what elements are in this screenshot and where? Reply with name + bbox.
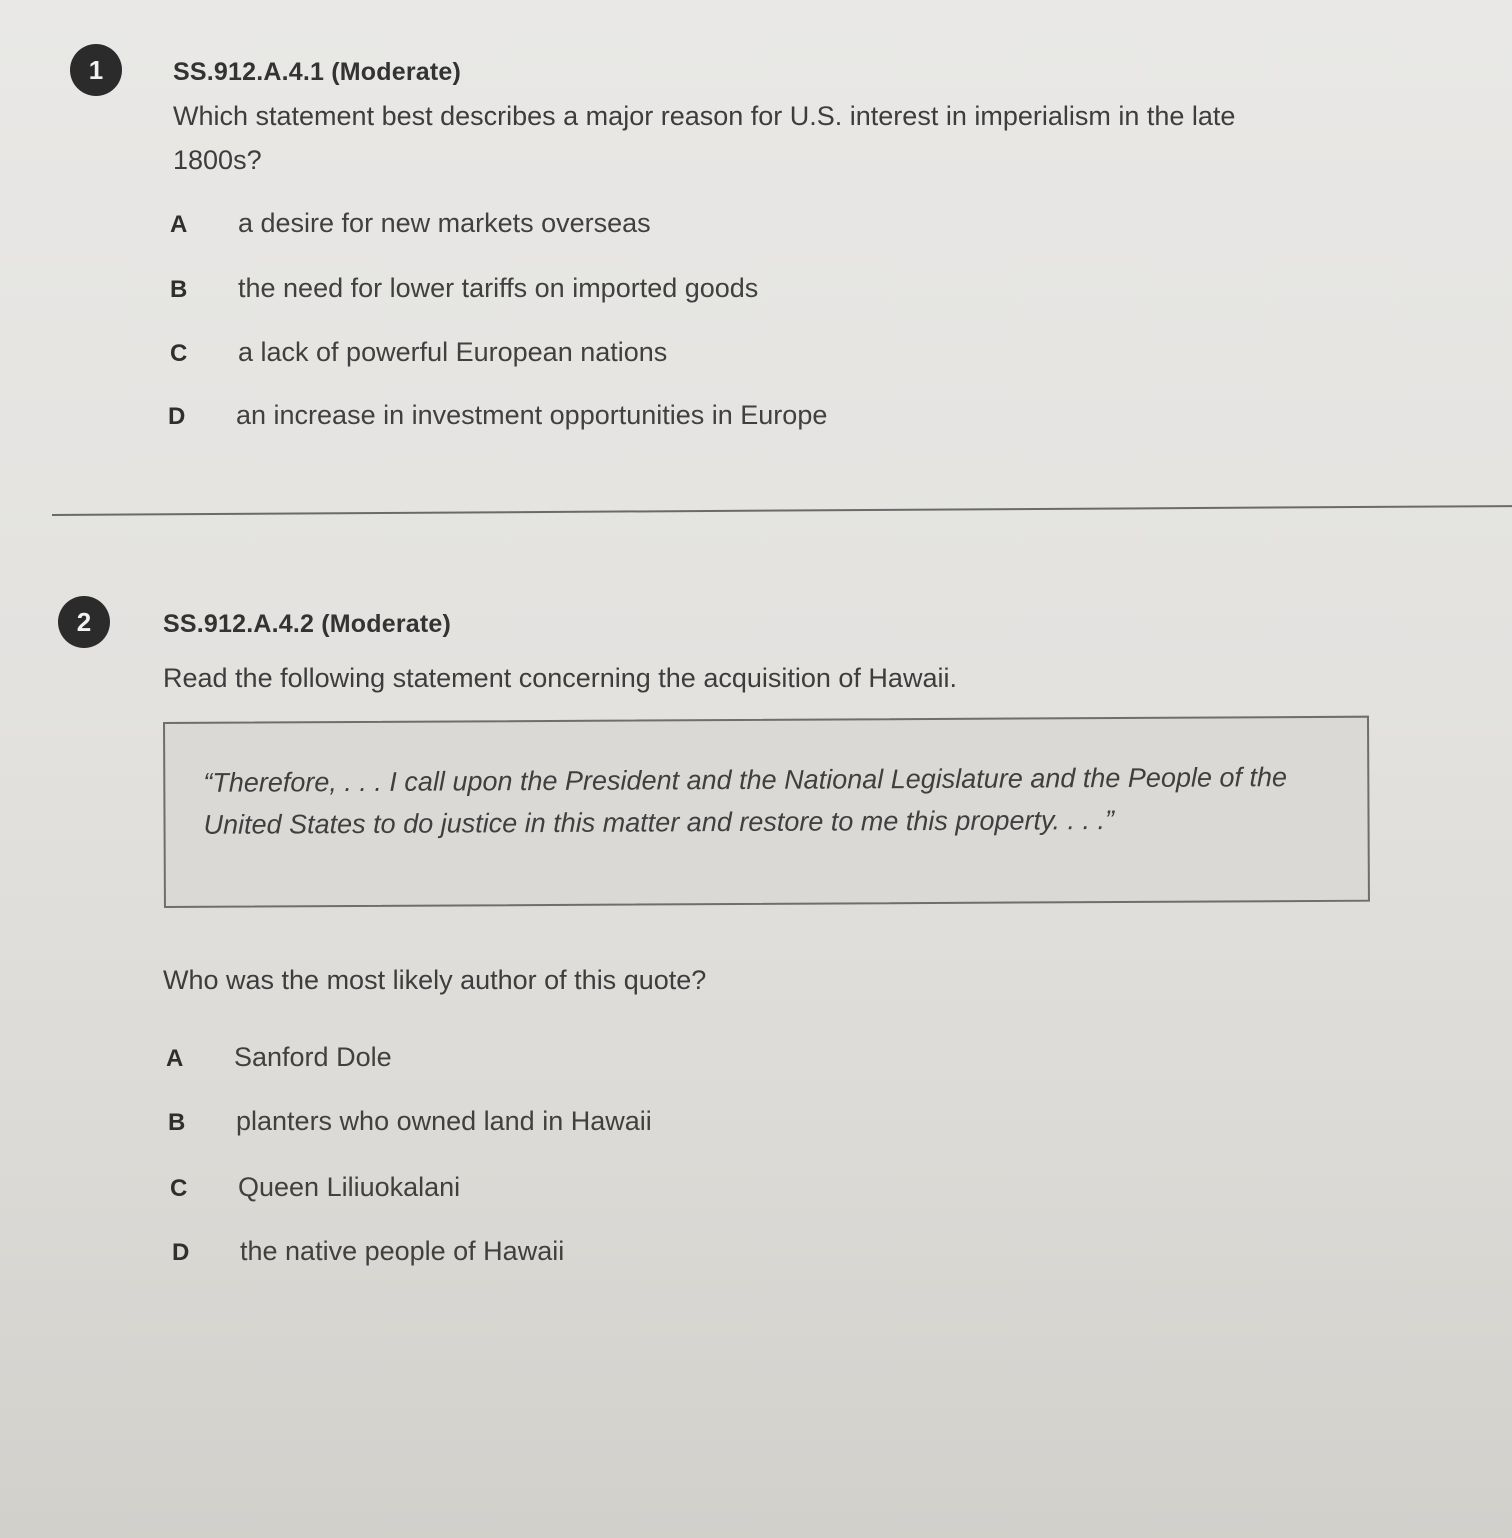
choice-text: a lack of powerful European nations: [238, 337, 668, 367]
question-2-choice-c[interactable]: [170, 1172, 460, 1203]
question-2-number-badge: [58, 596, 110, 648]
question-1-number: 1: [88, 54, 104, 85]
choice-letter: B: [170, 276, 188, 303]
question-1-number-badge: [70, 44, 122, 96]
choice-text: Sanford Dole: [234, 1042, 392, 1072]
question-1-choice-b[interactable]: [170, 273, 758, 304]
choice-letter: A: [166, 1045, 184, 1072]
quote-text: “Therefore, . . . I call upon the President and the National Legislature and the People of the United States to do justice in this matter and restore to me this property. . . .”: [203, 762, 1288, 840]
question-1-choice-d[interactable]: [168, 400, 827, 431]
choice-text: an increase in investment opportunities in Europe: [236, 400, 828, 430]
choice-text: planters who owned land in Hawaii: [236, 1106, 652, 1136]
question-2-intro: Read the following statement concerning the acquisition of Hawaii.: [163, 663, 957, 693]
question-2-choice-d[interactable]: [172, 1236, 564, 1267]
question-2-choice-b[interactable]: [168, 1106, 652, 1137]
question-2-choice-a[interactable]: [166, 1042, 392, 1073]
choice-letter: A: [170, 211, 188, 238]
question-1-standard-code: SS.912.A.4.1 (Moderate): [173, 58, 462, 86]
question-1-choice-a[interactable]: [170, 208, 651, 239]
question-2-number: 2: [76, 606, 92, 637]
choice-text: the need for lower tariffs on imported goods: [238, 273, 759, 303]
choice-text: a desire for new markets overseas: [238, 208, 651, 238]
quote-box: [163, 716, 1370, 908]
choice-letter: D: [168, 403, 186, 430]
choice-letter: C: [170, 1175, 188, 1202]
choice-text: the native people of Hawaii: [240, 1236, 565, 1266]
choice-text: Queen Liliuokalani: [238, 1172, 461, 1202]
question-2-standard-code: SS.912.A.4.2 (Moderate): [163, 610, 452, 638]
choice-letter: B: [168, 1109, 186, 1136]
section-divider: [52, 505, 1512, 516]
question-1-prompt: Which statement best describes a major reason for U.S. interest in imperialism in the late 1800s?: [173, 101, 1236, 175]
choice-letter: D: [172, 1239, 190, 1266]
question-1-choice-c[interactable]: [170, 337, 667, 368]
choice-letter: C: [170, 340, 188, 367]
question-2-prompt: Who was the most likely author of this quote?: [163, 965, 707, 995]
